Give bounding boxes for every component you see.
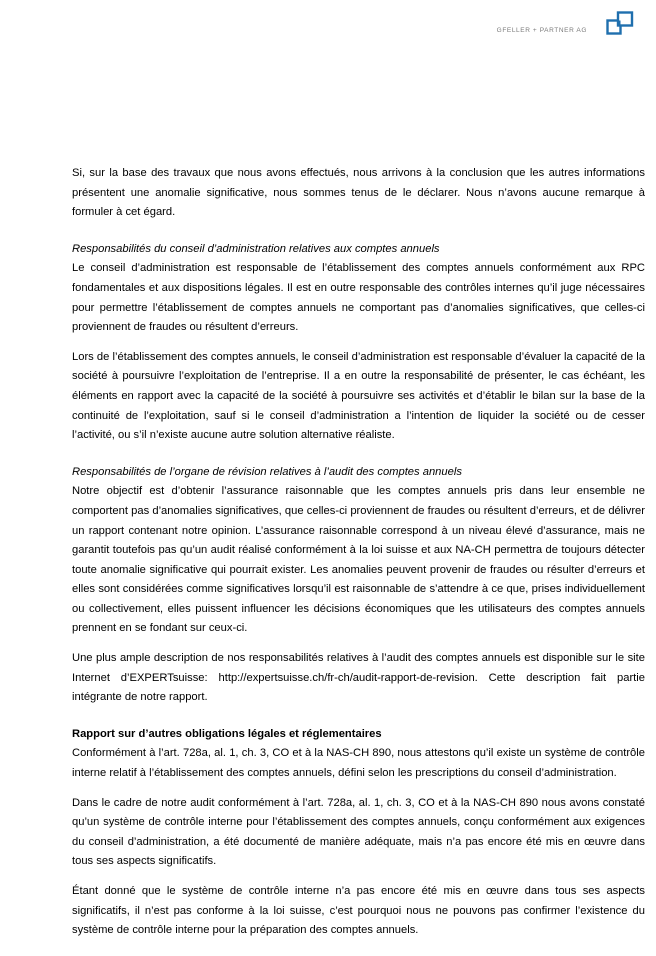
- legal-obligations-heading: Rapport sur d’autres obligations légales et réglementaires: [72, 727, 382, 740]
- board-responsibilities-heading: Responsabilités du conseil d’administration relatives aux comptes annuels: [72, 242, 440, 255]
- report-body: [72, 164, 645, 951]
- expertsuisse-reference-paragraph: Une plus ample description de nos responsabilités relatives à l’audit des comptes annuels est disponible sur le site Internet d’EXPERTsuisse: http://expertsuisse.ch/fr-ch/audit-rapport-de-revision. Cette description fait partie intégrante de notre rapport.: [72, 652, 645, 704]
- internal-control-attestation-paragraph: Conformément à l’art. 728a, al. 1, ch. 3, CO et à la NAS-CH 890, nous attestons qu’il existe un système de contrôle interne relatif à l’établissement des comptes annuels, défini selon les prescriptions du conseil d’administration.: [72, 747, 645, 780]
- internal-control-conclusion-paragraph: Étant donné que le système de contrôle interne n’a pas encore été mis en œuvre dans tous ses aspects significatifs, il n’est pas conforme à la loi suisse, c’est pourquoi nous ne pouvons pas confirmer l’existence du système de contrôle interne pour la préparation des comptes annuels.: [72, 885, 645, 937]
- board-responsibility-paragraph: Le conseil d’administration est responsable de l’établissement des comptes annuels conformément aux RPC fondamentales et aux dispositions légales. Il est en outre responsable des contrôles internes qu’il juge nécessaires pour permettre l’établissement de comptes annuels ne comportant pas d’anomalies significatives, que celles-ci proviennent de fraudes ou résultent d’erreurs.: [72, 262, 645, 334]
- company-name: GFELLER + PARTNER AG: [496, 27, 587, 34]
- other-information-paragraph: Si, sur la base des travaux que nous avons effectués, nous arrivons à la conclusion que les autres informations présentent une anomalie significative, nous sommes tenus de le déclarer. Nous n’avons aucune remarque à formuler à cet égard.: [72, 167, 645, 219]
- company-logo-icon: [606, 11, 636, 35]
- auditor-responsibilities-heading: Responsabilités de l’organe de révision relatives à l’audit des comptes annuels: [72, 465, 462, 478]
- audit-objective-paragraph: Notre objectif est d’obtenir l’assurance raisonnable que les comptes annuels pris dans leur ensemble ne comportent pas d’anomalies significatives, que celles-ci proviennent de fraudes ou résultent d’erreurs, et de délivrer un rapport contenant notre opinion. L’assurance raisonnable correspond à un niveau élevé d’assurance, mais ne garantit toutefois pas qu’un audit réalisé conformément à la loi suisse et aux NA-CH permettra de toujours détecter toute anomalie significative qui pourrait exister. Les anomalies peuvent provenir de fraudes ou résulter d’erreurs et elles sont considérées comme significatives lorsqu’il est raisonnable de s’attendre à ce que, prises individuellement ou collectivement, elles puissent influencer les décisions économiques que les utilisateurs des comptes annuels prennent en se fondant sur ceux-ci.: [72, 485, 645, 635]
- internal-control-finding-paragraph: Dans le cadre de notre audit conformément à l’art. 728a, al. 1, ch. 3, CO et à la NAS-CH 890 nous avons constaté qu’un système de contrôle interne pour l’établissement des comptes annuels, conçu conformément aux exigences du conseil d’administration, a été documenté de manière adéquate, mais n’a pas encore été mis en œuvre dans tous ses aspects significatifs.: [72, 796, 645, 868]
- going-concern-paragraph: Lors de l’établissement des comptes annuels, le conseil d’administration est responsable d’évaluer la capacité de la société à poursuivre l’exploitation de l’entreprise. Il a en outre la responsabilité de présenter, le cas échéant, les éléments en rapport avec la capacité de la société à poursuivre ses activités et d’établir le bilan sur la base de la continuité de l’exploitation, sauf si le conseil d’administration a l’intention de liquider la société ou de cesser l’activité, ou s’il n’existe aucune autre solution alternative réaliste.: [72, 350, 645, 442]
